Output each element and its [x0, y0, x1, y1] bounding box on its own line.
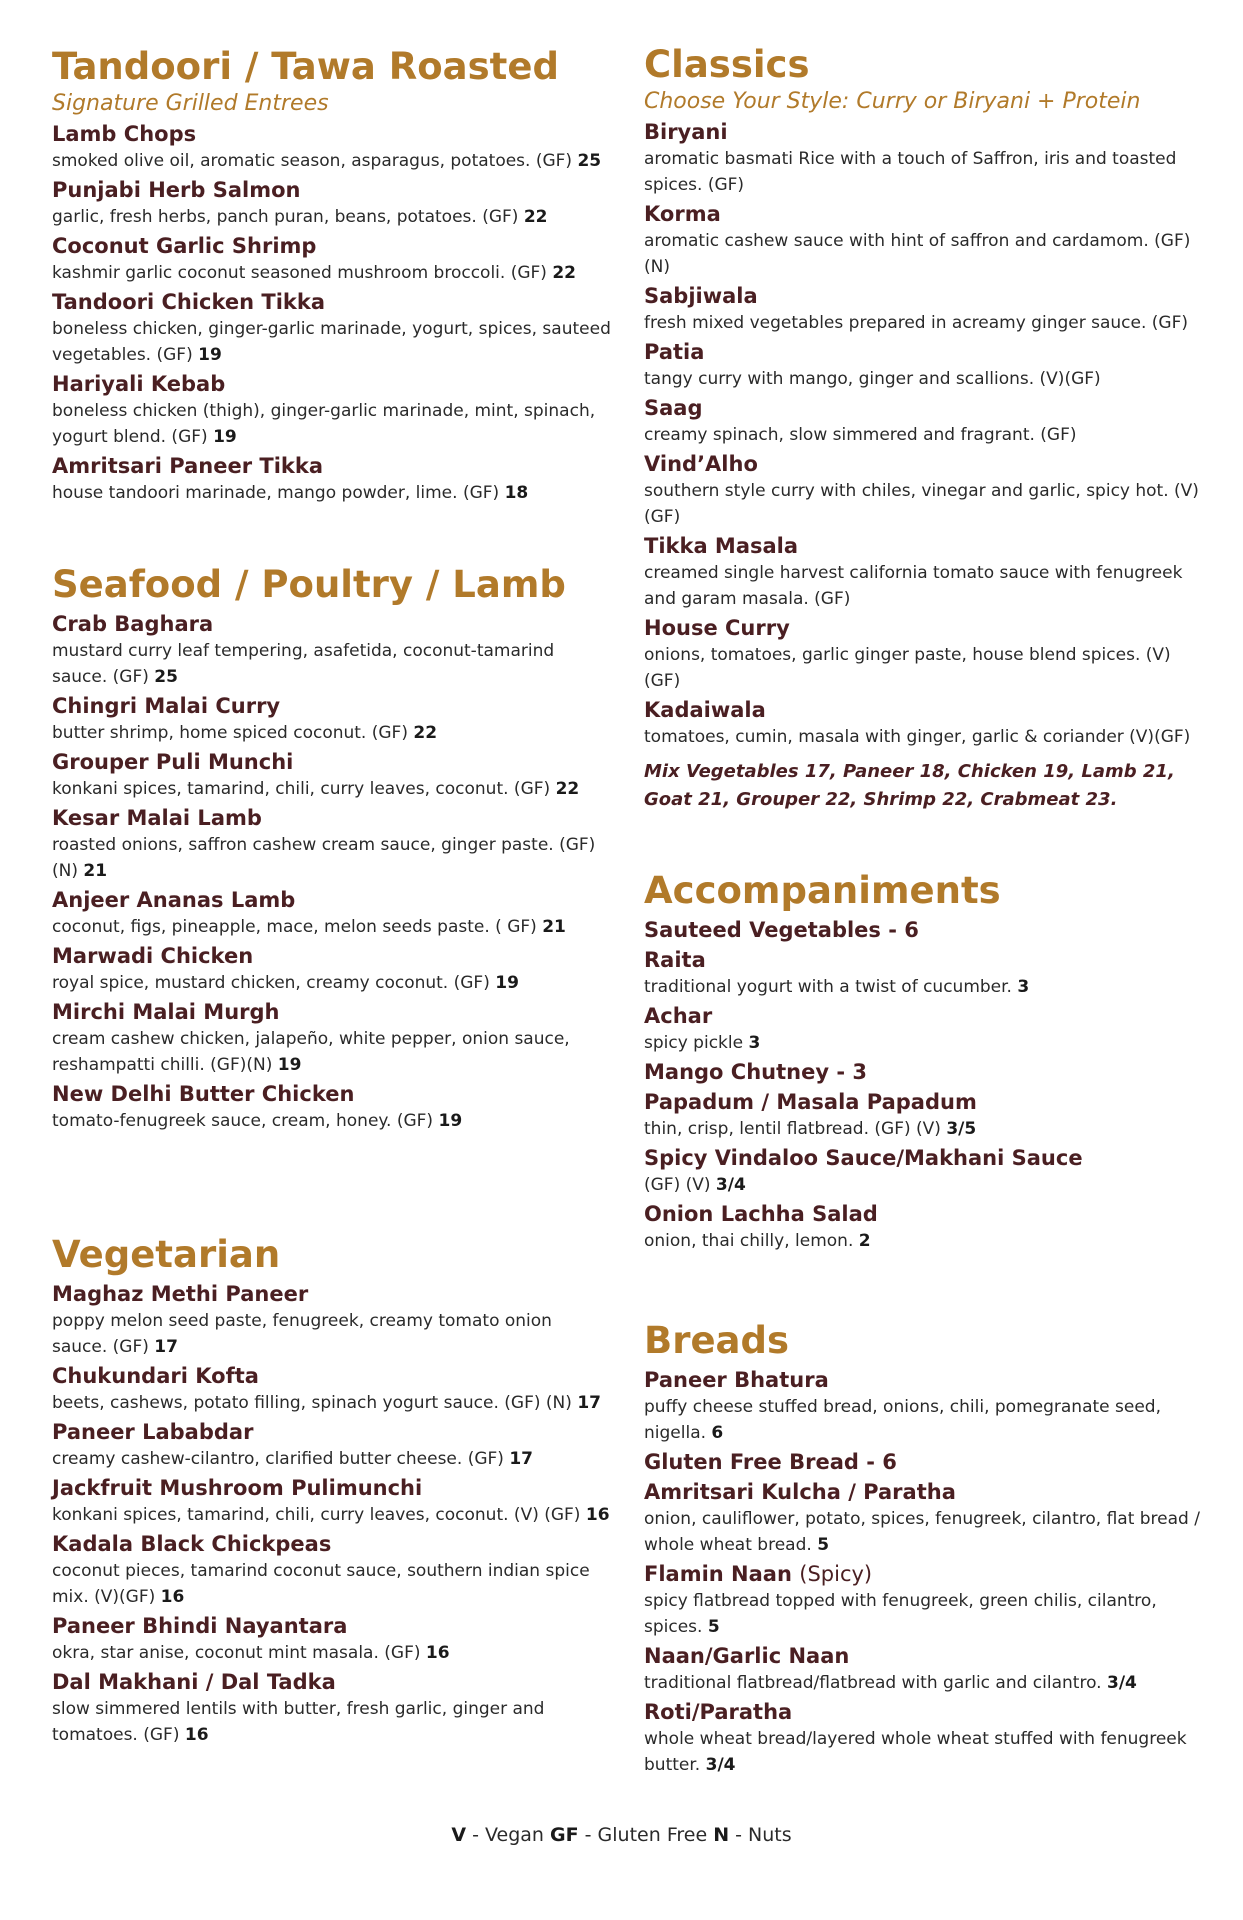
menu-list [644, 917, 1204, 1254]
item-name [52, 999, 612, 1026]
item-name-text: New Delhi Butter Chicken [52, 1082, 355, 1106]
item-description [644, 422, 1204, 448]
item-name [52, 1613, 612, 1640]
item-name-text: House Curry [644, 616, 790, 640]
item-description [644, 366, 1204, 392]
item-description [52, 1308, 612, 1360]
item-price: 16 [585, 1505, 610, 1525]
item-name-text: Sauteed Vegetables - 6 [644, 918, 919, 942]
item-name [52, 121, 612, 148]
item-name-text: Amritsari Kulcha / Paratha [644, 1480, 956, 1504]
item-name-text: Vind’Alho [644, 452, 758, 476]
section-seafood [52, 562, 612, 1134]
item-name-text: Paneer Bhindi Nayantara [52, 1614, 348, 1638]
item-description [52, 1640, 612, 1666]
item-name-text: Paneer Bhatura [644, 1368, 829, 1392]
item-name [644, 1145, 1204, 1172]
item-description [644, 724, 1204, 750]
item-price: 21 [542, 917, 566, 937]
item-description [644, 146, 1204, 198]
item-name [644, 1003, 1204, 1030]
item-description [644, 1116, 1204, 1142]
item-description-text: garlic, fresh herbs, panch puran, beans, potatoes. (GF) [52, 207, 519, 227]
item-name-text: Saag [644, 396, 703, 420]
item-name-text: Mirchi Malai Murgh [52, 1000, 280, 1024]
legend-nuts-label: - Nuts [735, 1824, 792, 1846]
item-description [52, 316, 612, 368]
item-price: 2 [858, 1231, 871, 1251]
item-name [52, 1281, 612, 1308]
item-name-text: Marwadi Chicken [52, 944, 254, 968]
item-name-text: Sabjiwala [644, 284, 758, 308]
item-description [52, 720, 612, 746]
item-description-text: puffy cheese stuffed bread, onions, chili, pomegranate seed, nigella. [644, 1397, 1161, 1443]
menu-item [52, 999, 612, 1078]
item-description [644, 310, 1204, 336]
item-name-text: Achar [644, 1004, 713, 1028]
item-price: 3/5 [946, 1119, 977, 1139]
menu-list [52, 611, 612, 1134]
menu-item [644, 1643, 1204, 1696]
menu-list [644, 1367, 1204, 1778]
item-description-text: beets, cashews, potato filling, spinach yogurt sauce. (GF) (N) [52, 1393, 572, 1413]
item-description-text: creamy spinach, slow simmered and fragrant. (GF) [644, 425, 1077, 445]
menu-item [644, 119, 1204, 198]
menu-item [52, 1419, 612, 1472]
item-name [52, 453, 612, 480]
item-name-text: Gluten Free Bread - 6 [644, 1450, 897, 1474]
menu-list [52, 121, 612, 506]
menu-item [644, 1089, 1204, 1142]
item-price: 3/4 [705, 1755, 736, 1775]
item-name [52, 611, 612, 638]
menu-item [52, 371, 612, 450]
item-name [644, 1367, 1204, 1394]
item-description [644, 1030, 1204, 1056]
item-price: 19 [438, 1111, 463, 1131]
item-price: 22 [413, 723, 438, 743]
item-name-text: Kadala Black Chickpeas [52, 1532, 332, 1556]
item-description-text: thin, crisp, lentil flatbread. (GF) (V) [644, 1119, 941, 1139]
item-description-text: spicy pickle [644, 1033, 744, 1053]
item-name [644, 119, 1204, 146]
menu-item [52, 1363, 612, 1416]
item-name-text: Flamin Naan [644, 1562, 792, 1586]
item-name-text: Crab Baghara [52, 612, 214, 636]
item-description-text: coconut pieces, tamarind coconut sauce, southern indian spice mix. (V)(GF) [52, 1561, 590, 1607]
item-description-text: onions, tomatoes, garlic ginger paste, house blend spices. (V)(GF) [644, 645, 1171, 691]
item-name [644, 917, 1204, 944]
item-description-text: aromatic basmati Rice with a touch of Saffron, iris and toasted spices. (GF) [644, 149, 1177, 195]
item-description [644, 642, 1204, 694]
menu-item [644, 1059, 1204, 1086]
item-description [52, 260, 612, 286]
item-description [52, 970, 612, 996]
item-description [52, 204, 612, 230]
item-name [644, 339, 1204, 366]
menu-item [52, 693, 612, 746]
menu-item [52, 1475, 612, 1528]
menu-item [52, 1613, 612, 1666]
item-price: 16 [184, 1725, 209, 1745]
item-name [52, 1081, 612, 1108]
item-name [644, 1643, 1204, 1670]
item-description [52, 776, 612, 802]
item-name-text: Jackfruit Mushroom Pulimunchi [52, 1476, 423, 1500]
item-price: 5 [707, 1617, 720, 1637]
menu-item [644, 339, 1204, 392]
item-name-text: Biryani [644, 120, 728, 144]
dietary-legend [0, 1822, 1243, 1848]
item-price: 22 [552, 263, 576, 283]
item-description [52, 1558, 612, 1610]
menu-item [644, 1699, 1204, 1778]
item-name [52, 1363, 612, 1390]
item-name-text: Amritsari Paneer Tikka [52, 454, 323, 478]
section-accompaniments [644, 868, 1204, 1254]
item-description-text: whole wheat bread/layered whole wheat stuffed with fenugreek butter. [644, 1729, 1187, 1775]
item-price: 19 [198, 345, 222, 365]
item-description [52, 1446, 612, 1472]
item-name [644, 1449, 1204, 1476]
item-description-text: boneless chicken, ginger-garlic marinade, yogurt, spices, sauteed vegetables. (GF) [52, 319, 611, 365]
item-name-text: Lamb Chops [52, 122, 197, 146]
item-description [52, 148, 612, 174]
item-name [644, 1201, 1204, 1228]
item-description-text: creamy cashew-cilantro, clarified butter cheese. (GF) [52, 1449, 504, 1469]
item-description-text: mustard curry leaf tempering, asafetida, coconut-tamarind sauce. (GF) [52, 641, 555, 687]
item-description-text: kashmir garlic coconut seasoned mushroom broccoli. (GF) [52, 263, 547, 283]
item-name-text: Mango Chutney - 3 [644, 1060, 867, 1084]
item-description [644, 1588, 1204, 1640]
item-description-text: slow simmered lentils with butter, fresh garlic, ginger and tomatoes. (GF) [52, 1699, 545, 1745]
item-price: 16 [160, 1587, 185, 1607]
item-description-text: spicy flatbread topped with fenugreek, green chilis, cilantro, spices. [644, 1591, 1157, 1637]
menu-item [644, 1367, 1204, 1446]
item-price: 21 [83, 861, 108, 881]
menu-item [52, 289, 612, 368]
menu-item [52, 177, 612, 230]
item-description-text: fresh mixed vegetables prepared in acreamy ginger sauce. (GF) [644, 313, 1188, 333]
item-price: 5 [817, 1535, 830, 1555]
menu-item [52, 943, 612, 996]
menu-item [52, 749, 612, 802]
item-description [52, 1026, 612, 1078]
item-price: 6 [711, 1423, 724, 1443]
item-name-text: Punjabi Herb Salmon [52, 178, 301, 202]
menu-item [644, 1201, 1204, 1254]
legend-vegan-label: - Vegan [472, 1824, 544, 1846]
item-description-text: konkani spices, tamarind, chili, curry leaves, coconut. (GF) [52, 779, 551, 799]
item-name [644, 451, 1204, 478]
item-price: 17 [577, 1393, 601, 1413]
item-name-text: Spicy Vindaloo Sauce/Makhani Sauce [644, 1146, 1083, 1170]
menu-item [52, 1081, 612, 1134]
menu-item [52, 233, 612, 286]
item-description-text: creamed single harvest california tomato sauce with fenugreek and garam masala. (GF) [644, 563, 1183, 609]
menu-item [644, 395, 1204, 448]
menu-list [644, 119, 1204, 750]
item-description [644, 1670, 1204, 1696]
item-description [52, 1502, 612, 1528]
item-name-text: Chingri Malai Curry [52, 694, 281, 718]
section-title: Classics [644, 43, 810, 86]
section-title: Vegetarian [52, 1233, 281, 1276]
menu-item [644, 1561, 1204, 1640]
protein-prices: Mix Vegetables 17, Paneer 18, Chicken 19, Lamb 21, Goat 21, Grouper 22, Shrimp 22, Crabmeat 23. [644, 761, 1175, 810]
item-description [644, 478, 1204, 530]
item-description-text: traditional flatbread/flatbread with garlic and cilantro. [644, 1673, 1102, 1693]
menu-item [52, 1669, 612, 1748]
item-name [52, 1419, 612, 1446]
item-price: 16 [425, 1643, 450, 1663]
item-name-text: Grouper Puli Munchi [52, 750, 294, 774]
item-name-text: Paneer Lababdar [52, 1420, 254, 1444]
item-description-text: poppy melon seed paste, fenugreek, creamy tomato onion sauce. (GF) [52, 1311, 552, 1357]
section-classics [644, 42, 1204, 814]
item-description-text: konkani spices, tamarind, chili, curry leaves, coconut. (V) (GF) [52, 1505, 581, 1525]
item-price: 22 [523, 207, 548, 227]
item-price: 17 [154, 1337, 178, 1357]
item-name [644, 947, 1204, 974]
item-description [644, 1228, 1204, 1254]
item-description-text: onion, thai chilly, lemon. [644, 1231, 854, 1251]
menu-item [644, 615, 1204, 694]
menu-item [644, 1479, 1204, 1558]
legend-gf-key: GF [550, 1824, 579, 1846]
item-name-text: Raita [644, 948, 706, 972]
item-description-text: okra, star anise, coconut mint masala. (GF) [52, 1643, 421, 1663]
item-name-text: Maghaz Methi Paneer [52, 1282, 309, 1306]
item-name [644, 533, 1204, 560]
legend-gf-label: - Gluten Free [584, 1824, 708, 1846]
menu-item [52, 887, 612, 940]
item-name-text: Kesar Malai Lamb [52, 806, 262, 830]
menu-item [52, 121, 612, 174]
item-name-text: Coconut Garlic Shrimp [52, 234, 317, 258]
item-description-text: onion, cauliflower, potato, spices, fenugreek, cilantro, flat bread / whole wheat bread. [644, 1509, 1200, 1555]
item-name [644, 1561, 1204, 1588]
item-name [52, 749, 612, 776]
item-name [52, 805, 612, 832]
item-name-text: Chukundari Kofta [52, 1364, 259, 1388]
item-description-text: house tandoori marinade, mango powder, lime. (GF) [52, 483, 500, 503]
item-name [52, 1531, 612, 1558]
item-name-text: Patia [644, 340, 705, 364]
section-title: Tandoori / Tawa Roasted [52, 45, 559, 88]
item-description [644, 1506, 1204, 1558]
item-name [52, 371, 612, 398]
item-description [644, 1172, 1204, 1198]
item-description-text: (GF) (V) [644, 1175, 711, 1195]
item-name-text: Tikka Masala [644, 534, 799, 558]
section-title: Accompaniments [644, 869, 1001, 912]
item-description-text: coconut, figs, pineapple, mace, melon seeds paste. ( GF) [52, 917, 537, 937]
item-description [52, 832, 612, 884]
item-name [52, 177, 612, 204]
section-breads [644, 1318, 1204, 1778]
menu-item [644, 697, 1204, 750]
item-name [52, 693, 612, 720]
menu-item [644, 201, 1204, 280]
item-description-text: butter shrimp, home spiced coconut. (GF) [52, 723, 408, 743]
item-description [52, 398, 612, 450]
menu-list [52, 1281, 612, 1748]
item-description [52, 1696, 612, 1748]
section-title: Breads [644, 1319, 790, 1362]
item-description-text: tomato-fenugreek sauce, cream, honey. (GF) [52, 1111, 434, 1131]
item-price: 3/4 [715, 1175, 746, 1195]
item-description-text: southern style curry with chiles, vinegar and garlic, spicy hot. (V)(GF) [644, 481, 1199, 527]
menu-item [644, 1003, 1204, 1056]
item-name [52, 887, 612, 914]
item-description-text: tomatoes, cumin, masala with ginger, garlic & coriander (V)(GF) [644, 727, 1191, 747]
item-name-text: Naan/Garlic Naan [644, 1644, 850, 1668]
item-name-note: (Spicy) [799, 1562, 873, 1586]
section-tandoori [52, 44, 612, 506]
item-name-text: Hariyali Kebab [52, 372, 226, 396]
item-price: 25 [577, 151, 602, 171]
section-vegetarian [52, 1232, 612, 1748]
item-description [644, 1726, 1204, 1778]
item-price: 3 [748, 1033, 761, 1053]
item-name-text: Papadum / Masala Papadum [644, 1090, 977, 1114]
item-name [644, 201, 1204, 228]
item-name-text: Roti/Paratha [644, 1700, 793, 1724]
item-description-text: smoked olive oil, aromatic season, asparagus, potatoes. (GF) [52, 151, 573, 171]
item-name [644, 1699, 1204, 1726]
item-price: 25 [154, 667, 178, 687]
menu-item [644, 1449, 1204, 1476]
section-subtitle: Signature Grilled Entrees [52, 91, 329, 116]
item-description [644, 560, 1204, 612]
item-description-text: roasted onions, saffron cashew cream sauce, ginger paste. (GF)(N) [52, 835, 596, 881]
item-name-text: Tandoori Chicken Tikka [52, 290, 326, 314]
item-name [644, 697, 1204, 724]
item-price: 18 [504, 483, 529, 503]
item-name [52, 1475, 612, 1502]
item-name [52, 233, 612, 260]
item-description [52, 480, 612, 506]
item-description-text: boneless chicken (thigh), ginger-garlic marinade, mint, spinach, yogurt blend. (GF) [52, 401, 596, 447]
item-description [52, 1108, 612, 1134]
item-name-text: Kadaiwala [644, 698, 766, 722]
item-name [644, 1059, 1204, 1086]
item-name-text: Korma [644, 202, 721, 226]
item-name [644, 1479, 1204, 1506]
item-name [644, 615, 1204, 642]
item-price: 17 [509, 1449, 533, 1469]
item-name [52, 943, 612, 970]
menu-item [644, 1145, 1204, 1198]
item-description [52, 1390, 612, 1416]
menu-item [52, 611, 612, 690]
item-description-text: tangy curry with mango, ginger and scallions. (V)(GF) [644, 369, 1101, 389]
item-description [52, 914, 612, 940]
legend-vegan-key: V [451, 1824, 467, 1846]
menu-item [52, 1281, 612, 1360]
menu-item [644, 947, 1204, 1000]
menu-item [644, 917, 1204, 944]
item-description-text: traditional yogurt with a twist of cucumber. [644, 977, 1012, 997]
item-name-text: Onion Lachha Salad [644, 1202, 878, 1226]
menu-item [644, 283, 1204, 336]
item-name [644, 395, 1204, 422]
section-title: Seafood / Poultry / Lamb [52, 563, 566, 606]
item-name-text: Dal Makhani / Dal Tadka [52, 1670, 336, 1694]
item-price: 3 [1017, 977, 1030, 997]
section-subtitle: Choose Your Style: Curry or Biryani + Protein [644, 89, 1141, 114]
menu-item [52, 453, 612, 506]
item-name [644, 1089, 1204, 1116]
menu-item [644, 451, 1204, 530]
item-description [52, 638, 612, 690]
item-description-text: royal spice, mustard chicken, creamy coconut. (GF) [52, 973, 490, 993]
item-price: 19 [277, 1055, 302, 1075]
legend-nuts-key: N [713, 1824, 730, 1846]
menu-item [52, 1531, 612, 1610]
item-price: 3/4 [1107, 1673, 1137, 1693]
item-description [644, 228, 1204, 280]
item-description [644, 974, 1204, 1000]
item-price: 19 [495, 973, 519, 993]
item-description-text: aromatic cashew sauce with hint of saffron and cardamom. (GF)(N) [644, 231, 1191, 277]
item-name [52, 289, 612, 316]
item-name [52, 1669, 612, 1696]
item-price: 22 [555, 779, 580, 799]
item-price: 19 [213, 427, 237, 447]
item-name-text: Anjeer Ananas Lamb [52, 888, 296, 912]
menu-item [52, 805, 612, 884]
menu-item [644, 533, 1204, 612]
item-description-text: cream cashew chicken, jalapeño, white pepper, onion sauce, reshampatti chilli. (GF)(N) [52, 1029, 570, 1075]
item-description [644, 1394, 1204, 1446]
item-name [644, 283, 1204, 310]
